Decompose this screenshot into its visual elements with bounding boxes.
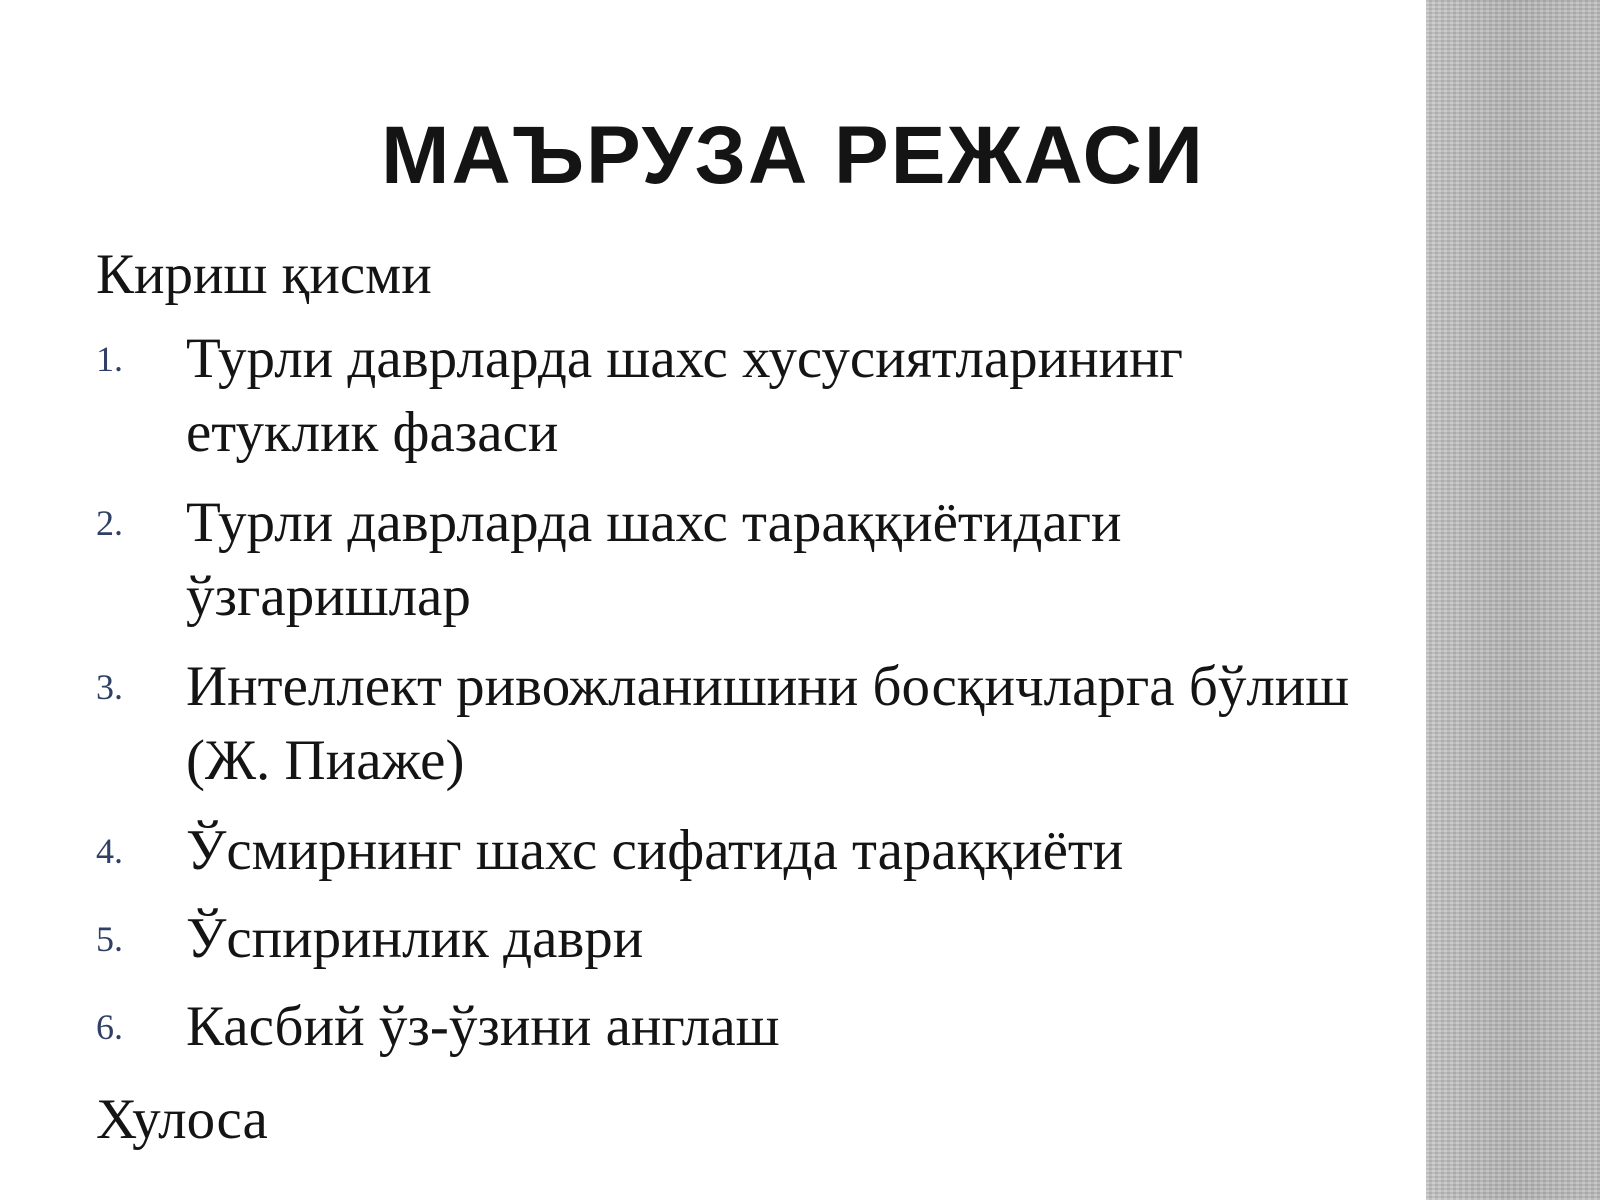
plan-item-text: Интеллект ривожланишини босқичларга бўлиш (Ж. Пиаже) bbox=[186, 655, 1350, 792]
plan-item-number: 5. bbox=[96, 919, 123, 959]
plan-item-text: Ўспиринлик даври bbox=[186, 907, 644, 970]
plan-item-text: Касбий ўз-ўзини англаш bbox=[186, 995, 780, 1058]
conclusion-line: Хулоса bbox=[96, 1088, 268, 1151]
plan-item-text: Ўсмирнинг шахс сифатида тараққиёти bbox=[186, 819, 1124, 882]
plan-item-text: Турли даврларда шахс тараққиётидаги ўзгаришлар bbox=[186, 491, 1122, 628]
slide-title: МАЪРУЗА РЕЖАСИ bbox=[381, 110, 1205, 201]
plan-item-number: 1. bbox=[96, 339, 123, 379]
plan-item-number: 3. bbox=[96, 667, 123, 707]
plan-item-text: Турли даврларда шахс хусусиятларининг етуклик фазаси bbox=[186, 327, 1184, 464]
plan-item-number: 4. bbox=[96, 831, 123, 871]
intro-line: Кириш қисми bbox=[96, 243, 432, 306]
plan-item-number: 6. bbox=[96, 1007, 123, 1047]
plan-item-number: 2. bbox=[96, 503, 123, 543]
